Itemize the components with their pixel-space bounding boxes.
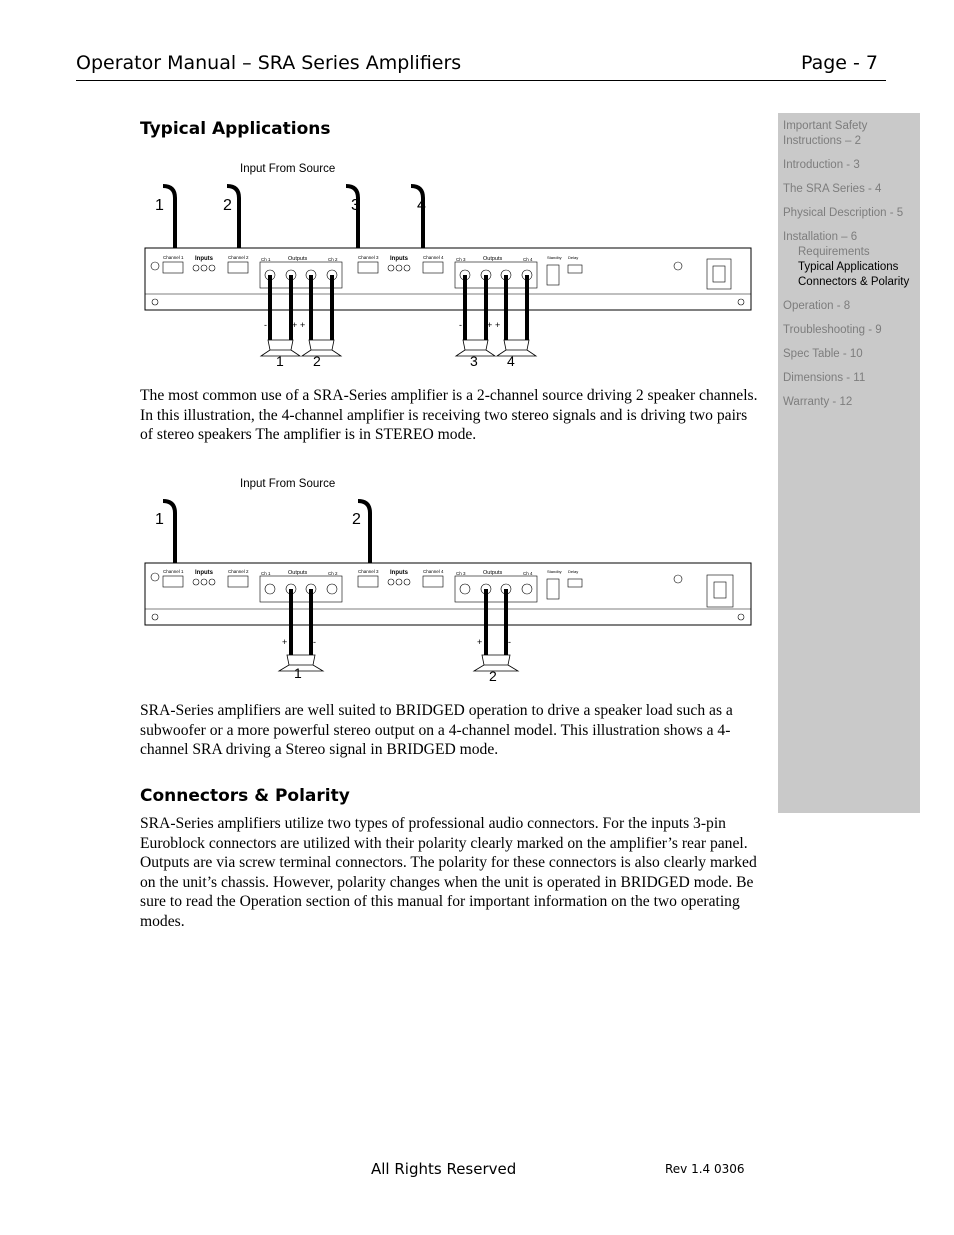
input-cable-1: [163, 186, 175, 250]
panel-label-ch1: Channel 1: [163, 255, 184, 260]
input-from-source-label: Input From Source: [240, 478, 336, 490]
input-number-4: 4: [417, 197, 426, 214]
input-cable-1: [163, 501, 175, 565]
polarity-minus: -: [313, 637, 316, 647]
nav-item-dimensions[interactable]: Dimensions - 11: [783, 372, 866, 384]
paragraph-connectors: SRA-Series amplifiers utilize two types of professional audio connectors. For the inputs 3-pin Euroblock connectors are utilized with their polarity clearly marked on the amplifier’s rear panel. Outputs are via screw terminal connectors. The polarity for these connectors is also clearly marked on the unit’s chassis. However, polarity changes when the unit is operated in BRIDGED mode. Be sure to read the Operation section of this manual for important information on the two operating modes.: [140, 815, 757, 930]
nav-item-spec-table[interactable]: Spec Table - 10: [783, 348, 863, 360]
panel-label-out-ch4: Ch 4: [523, 571, 533, 576]
input-number-1: 1: [155, 511, 164, 528]
heading-connectors-polarity: Connectors & Polarity: [140, 786, 350, 806]
polarity-plus: +: [495, 320, 501, 330]
panel-label-outputs: Outputs: [288, 570, 308, 576]
panel-label-outputs: Outputs: [288, 256, 308, 262]
panel-label-standby: Standby: [547, 255, 562, 260]
panel-label-inputs-2: Inputs: [390, 570, 408, 576]
panel-label-out-ch1: Ch 1: [261, 257, 271, 262]
footer-revision: Rev 1.4 0306: [665, 1162, 745, 1176]
polarity-minus: -: [526, 320, 529, 330]
polarity-plus: +: [477, 637, 483, 647]
panel-label-delay: Delay: [568, 569, 579, 574]
panel-label-ch4: Channel 4: [423, 255, 444, 260]
page-header: [76, 52, 886, 81]
nav-item-troubleshooting[interactable]: Troubleshooting - 9: [783, 324, 882, 336]
nav-item-operation[interactable]: Operation - 8: [783, 300, 851, 312]
nav-item-installation[interactable]: Installation – 6 Requirements Typical Applications Connectors & Polarity: [783, 230, 920, 290]
panel-label-outputs-2: Outputs: [483, 570, 503, 576]
nav-sub-requirements[interactable]: Requirements: [798, 246, 870, 258]
panel-label-ch3: Channel 3: [358, 255, 379, 260]
nav-item-warranty[interactable]: Warranty - 12: [783, 396, 853, 408]
nav-sub-typical-applications[interactable]: Typical Applications: [798, 261, 899, 273]
paragraph-bridged: SRA-Series amplifiers are well suited to BRIDGED operation to drive a speaker load such as a subwoofer or a more powerful stereo output on a 4-channel model. This illustration shows a 4-channel SRA driving a Stereo signal in BRIDGED mode.: [140, 702, 733, 759]
panel-label-inputs-2: Inputs: [390, 256, 408, 262]
bridged-wiring-diagram: [143, 473, 753, 683]
input-cable-2: [227, 186, 239, 250]
sidebar-nav: [778, 113, 920, 813]
polarity-plus: +: [282, 637, 288, 647]
panel-label-out-ch1: Ch 1: [261, 571, 271, 576]
panel-label-inputs: Inputs: [195, 570, 213, 576]
speaker-number-3: 3: [470, 353, 478, 369]
panel-label-out-ch2: Ch 2: [328, 257, 338, 262]
panel-label-out-ch4: Ch 4: [523, 257, 533, 262]
polarity-minus: -: [508, 637, 511, 647]
panel-label-outputs-2: Outputs: [483, 256, 503, 262]
nav-item-introduction[interactable]: Introduction - 3: [783, 159, 860, 171]
speaker-icon-4: [497, 340, 536, 356]
nav-item-physical-description[interactable]: Physical Description - 5: [783, 207, 904, 219]
panel-label-ch2: Channel 2: [228, 255, 249, 260]
input-number-2: 2: [223, 197, 232, 214]
panel-label-delay: Delay: [568, 255, 579, 260]
input-number-3: 3: [351, 197, 360, 214]
panel-label-ch1: Channel 1: [163, 569, 184, 574]
panel-label-ch2: Channel 2: [228, 569, 249, 574]
nav-item-sra-series[interactable]: The SRA Series - 4: [783, 183, 882, 195]
speaker-number-2: 2: [489, 668, 497, 683]
footer-rights: All Rights Reserved: [371, 1160, 517, 1178]
polarity-minus: -: [264, 320, 267, 330]
input-number-2: 2: [352, 511, 361, 528]
speaker-number-4: 4: [507, 353, 515, 369]
speaker-number-1: 1: [276, 353, 284, 369]
panel-label-inputs: Inputs: [195, 256, 213, 262]
header-page-number: Page - 7: [800, 52, 878, 74]
speaker-number-1: 1: [294, 665, 302, 681]
input-from-source-label: Input From Source: [240, 163, 336, 175]
input-number-1: 1: [155, 197, 164, 214]
polarity-minus: -: [459, 320, 462, 330]
panel-label-out-ch3: Ch 3: [456, 571, 466, 576]
input-cable-3: [346, 186, 358, 250]
speaker-number-2: 2: [313, 353, 321, 369]
heading-typical-applications: Typical Applications: [140, 119, 331, 139]
polarity-plus: +: [292, 320, 298, 330]
input-cable-4: [411, 186, 423, 250]
header-title: Operator Manual – SRA Series Amplifiers: [76, 52, 462, 74]
panel-label-out-ch3: Ch 3: [456, 257, 466, 262]
polarity-plus: +: [487, 320, 493, 330]
speaker-icon-2: [302, 340, 341, 356]
nav-sub-connectors-polarity[interactable]: Connectors & Polarity: [798, 276, 910, 288]
stereo-wiring-diagram: [143, 158, 753, 370]
paragraph-stereo: The most common use of a SRA-Series amplifier is a 2-channel source driving 2 speaker channels. In this illustration, the 4-channel amplifier is receiving two stereo signals and is driving two pairs of stereo speakers The amplifier is in STEREO mode.: [140, 387, 758, 444]
panel-label-ch3: Channel 3: [358, 569, 379, 574]
polarity-minus: -: [331, 320, 334, 330]
panel-label-standby: Standby: [547, 569, 562, 574]
polarity-plus: +: [300, 320, 306, 330]
panel-label-out-ch2: Ch 2: [328, 571, 338, 576]
panel-label-ch4: Channel 4: [423, 569, 444, 574]
nav-item-safety[interactable]: Important Safety Instructions – 2: [783, 120, 868, 147]
